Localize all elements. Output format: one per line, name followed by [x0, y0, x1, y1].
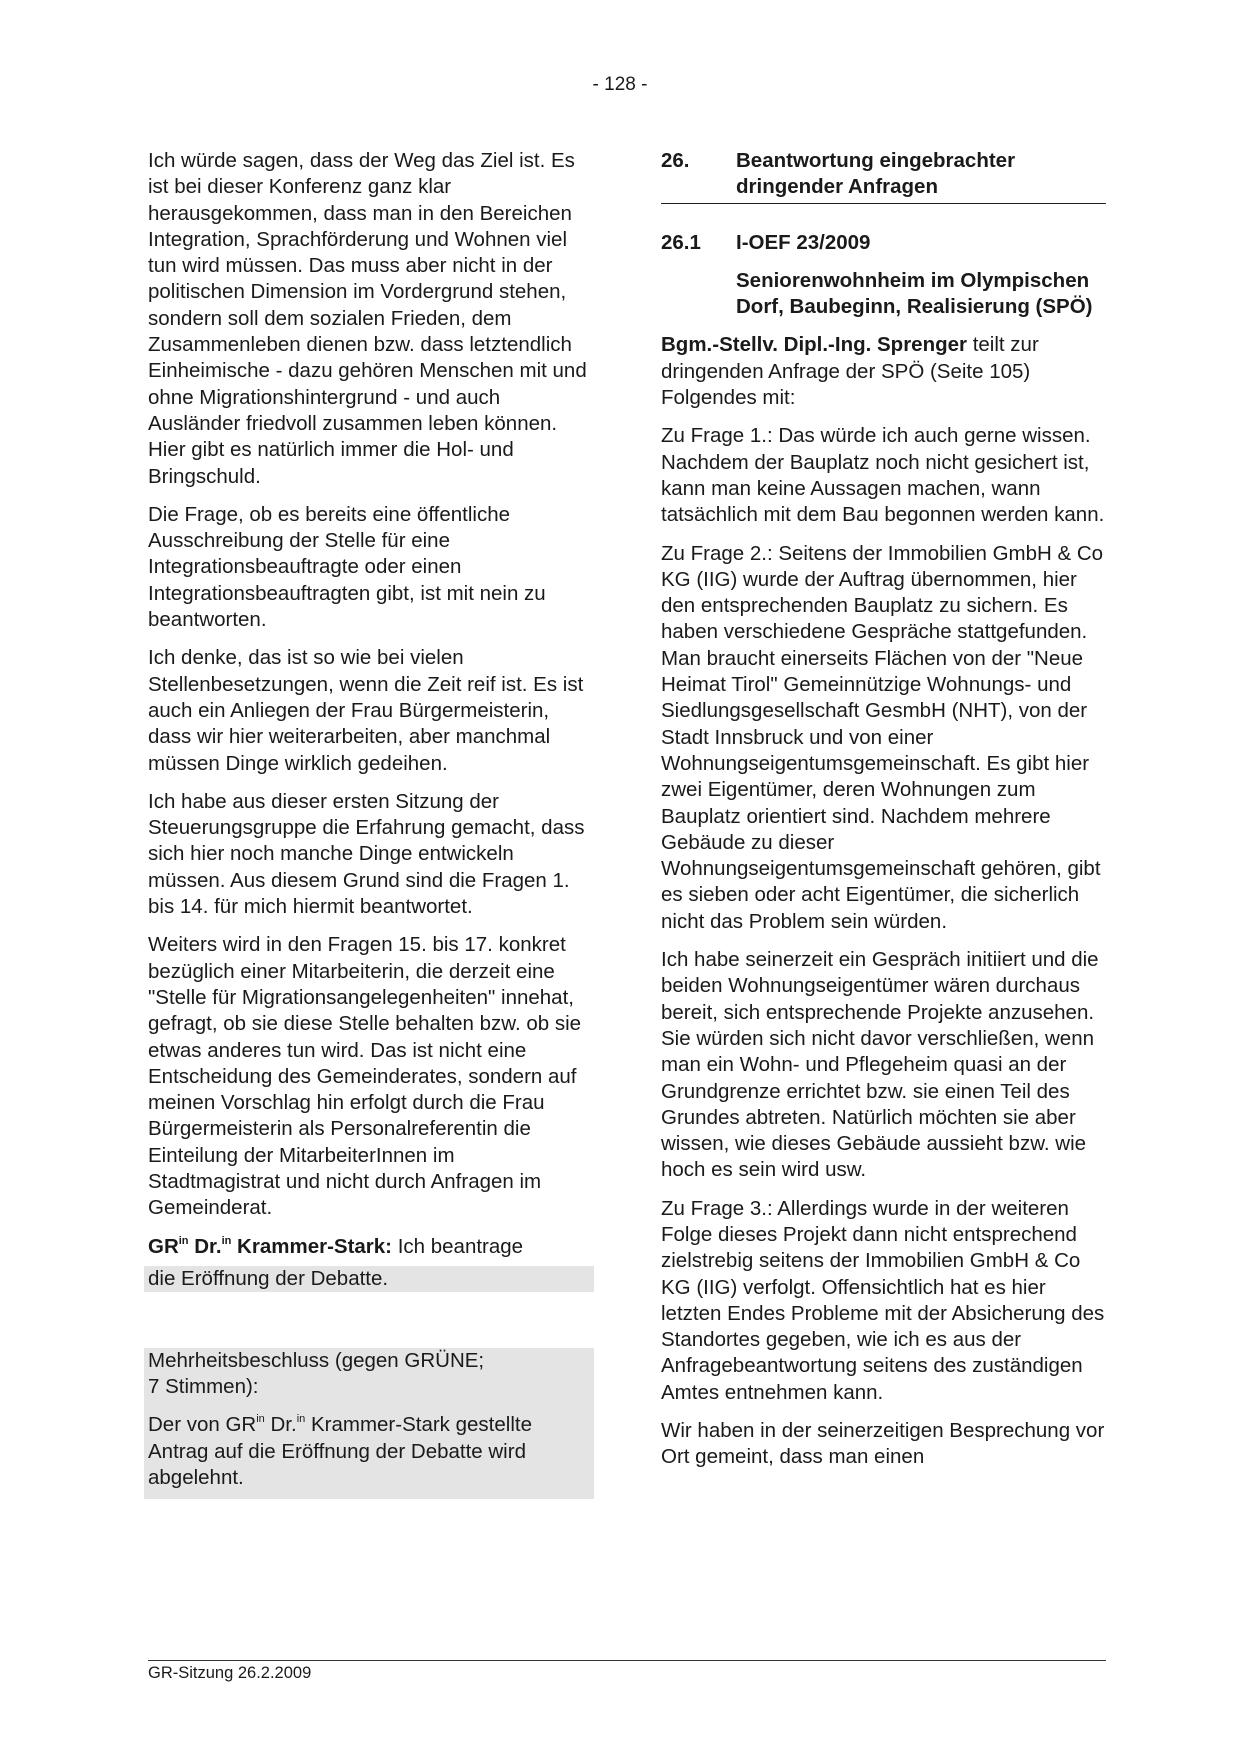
right-paragraph-2: Zu Frage 2.: Seitens der Immobilien GmbH & Co KG (IIG) wurde der Auftrag übernommen, hier den entsprechenden Bauplatz zu sichern. Es haben verschiedene Gespräche stattgefunden. Man braucht einerseits Flächen von der "Neue Heimat Tirol" Gemeinnützige Wohnungs- und Siedlungsgesellschaft GesmbH (NHT), von der Stadt Innsbruck und von einer Wohnungseigentumsgemeinschaft. Es gibt hier zwei Eigentümer, deren Wohnungen zum Bauplatz orientiert sind. Nachdem mehrere Gebäude zu dieser Wohnungseigentumsgemeinschaft gehören, gibt es sieben oder acht Eigentümer, die sicherlich nicht das Problem sein würden. [661, 541, 1104, 933]
speaker-dr: Dr. [188, 1234, 222, 1258]
left-paragraph-5: Weiters wird in den Fragen 15. bis 17. konkret bezüglich einer Mitarbeiterin, die derzeit eine "Stelle für Migrationsangelegenheiten" innehat, gefragt, ob sie diese Stelle behalten bzw. ob sie etwas anderes tun wird. Das ist nicht eine Entscheidung des Gemeinderates, sondern auf meinen Vorschlag hin erfolgt durch die Frau Bürgermeisterin als Personalreferentin die Einteilung der MitarbeiterInnen im Stadtmagistrat und nicht durch Anfragen im Gemeinderat. [148, 933, 582, 1220]
result-part-b: Dr. [264, 1413, 297, 1437]
section-heading [661, 148, 1106, 204]
speaker-gr: GR [148, 1234, 179, 1258]
subsection-title: Seniorenwohnheim im Olympischen Dorf, Baubeginn, Realisierung (SPÖ) [736, 268, 1093, 319]
right-speaker-name: Bgm.-Stellv. Dipl.-Ing. Sprenger [661, 333, 968, 357]
right-column [661, 148, 1106, 1483]
resolution-line-2: 7 Stimmen): [148, 1375, 259, 1399]
right-speaker-text: teilt zur dringenden Anfrage der SPÖ (Seite 105) Folgendes mit: [661, 333, 1039, 410]
result-sup-2: in [296, 1413, 306, 1426]
resolution-result [148, 1412, 590, 1491]
right-speaker-intro [661, 332, 1106, 411]
left-column [148, 148, 590, 1499]
speaker-name: Krammer-Stark: [231, 1234, 393, 1258]
right-paragraph-5: Wir haben in der seinerzeitigen Besprechung vor Ort gemeint, dass man einen [661, 1419, 1105, 1469]
speaker-sup-2: in [221, 1234, 232, 1247]
result-sup-1: in [256, 1413, 265, 1426]
left-paragraph-1: Ich würde sagen, dass der Weg das Ziel ist. Es ist bei dieser Konferenz ganz klar herausgekommen, dass man in den Bereichen Integration, Sprachförderung und Wohnen viel tun wird müssen. Das muss aber nicht in der politischen Dimension im Vordergrund stehen, sondern soll dem sozialen Frieden, dem Zusammenleben dienen bzw. dass letztendlich Einheimische - dazu gehören Menschen mit und ohne Migrationshintergrund - und auch Ausländer friedvoll zusammen leben können. Hier gibt es natürlich immer die Hol- und Bringschuld. [148, 149, 587, 488]
footer-rule [148, 1660, 1106, 1661]
subsection-id: I-OEF 23/2009 [736, 230, 871, 254]
left-paragraph-4: Ich habe aus dieser ersten Sitzung der Steuerungsgruppe die Erfahrung gemacht, dass sich hier noch manche Dinge entwickeln müssen. Aus diesem Grund sind die Fragen 1. bis 14. für mich hiermit beantwortet. [148, 789, 585, 919]
result-part-c: Krammer-Stark gestellte Antrag auf die Eröffnung der Debatte wird abgelehnt. [148, 1413, 532, 1490]
speaker-text: Ich beantrage [392, 1234, 524, 1258]
page-number: - 128 - [592, 74, 648, 95]
left-paragraph-2: Die Frage, ob es bereits eine öffentliche Ausschreibung der Stelle für eine Integrationsbeauftragte oder einen Integrationsbeauftragten gibt, ist mit nein zu beantworten. [148, 502, 546, 632]
resolution-box [144, 1348, 594, 1499]
speaker-statement [148, 1234, 590, 1260]
result-part-a: Der von GR [148, 1413, 257, 1437]
resolution-line-1: Mehrheitsbeschluss (gegen GRÜNE; [148, 1348, 485, 1372]
subsection-number: 26.1 [661, 230, 701, 254]
section-title: Beantwortung eingebrachter dringender Anfragen [736, 149, 1016, 199]
right-paragraph-3: Ich habe seinerzeit ein Gespräch initiiert und die beiden Wohnungseigentümer wären durchaus bereit, sich entsprechende Projekte anzusehen. Sie würden sich nicht davor verschließen, wenn man ein Wohn- und Pflegeheim quasi an der Grundgrenze errichtet bzw. sie einen Teil des Grundes abtreten. Natürlich möchten sie aber wissen, wie dieses Gebäude aussieht bzw. wie hoch es sein wird usw. [661, 948, 1099, 1182]
motion-box [144, 1266, 594, 1292]
subsection-heading [661, 230, 1106, 256]
footer-text: GR-Sitzung 26.2.2009 [148, 1664, 312, 1682]
section-number: 26. [661, 149, 690, 172]
left-paragraph-3: Ich denke, das ist so wie bei vielen Stellenbesetzungen, wenn die Zeit reif ist. Es ist auch ein Anliegen der Frau Bürgermeisterin, dass wir hier weiterarbeiten, aber manchmal müssen Dinge wirklich gedeihen. [148, 646, 584, 775]
right-paragraph-4: Zu Frage 3.: Allerdings wurde in der weiteren Folge dieses Projekt dann nicht entsprechend zielstrebig seitens der Immobilien GmbH & Co KG (IIG) verfolgt. Offensichtlich hat es hier letzten Endes Probleme mit der Absicherung des Standortes gegeben, wie ich es aus der Anfragebeantwortung seitens des zuständigen Amtes entnehmen kann. [661, 1196, 1105, 1404]
right-paragraph-1: Zu Frage 1.: Das würde ich auch gerne wissen. Nachdem der Bauplatz noch nicht gesichert ist, kann man keine Aussagen machen, wann tatsächlich mit dem Bau begonnen werden kann. [661, 424, 1105, 527]
motion-text: die Eröffnung der Debatte. [148, 1266, 389, 1290]
speaker-sup-1: in [178, 1234, 189, 1247]
